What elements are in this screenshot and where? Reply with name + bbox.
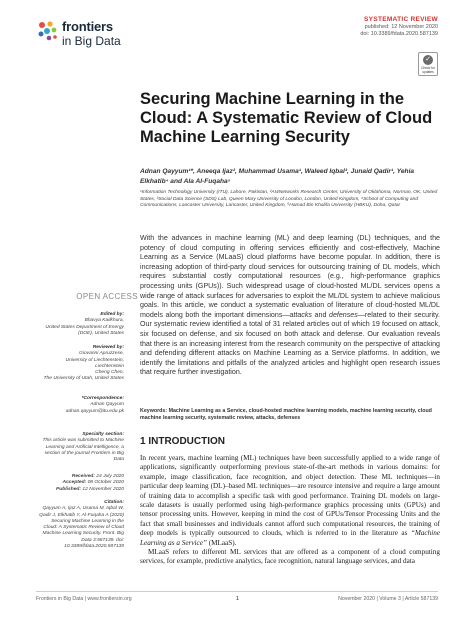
- author-list: Adnan Qayyum¹*, Aneeqa Ijaz², Muhammad Usama¹, Waleed Iqbal³, Junaid Qadir¹, Yehia Elkhatib⁴ and Ala Al-Fuqaha⁵: [140, 168, 415, 185]
- edited-by-label: Edited by:: [100, 312, 124, 317]
- check-for-updates-badge[interactable]: [418, 52, 438, 76]
- citation-label: Citation:: [104, 500, 124, 505]
- abstract-part-3: —related to their security. Our systematic review identified a total of 31 related articles out of which 19 focused on attack, six focused on defense, and six focused on both attack and defense. Our evaluation reveals that there is an increasing interest from the research community on the perspective of attacking and defending different attacks on Machine Learning as a Service platforms. In addition, we identify the limitations and pitfalls of the analyzed articles and highlight open research issues that require further investigation.: [140, 310, 440, 377]
- correspondence-block: [36, 396, 124, 415]
- reviewer-1-affiliation: University of Liechtenstein, Liechtenstein: [65, 357, 124, 369]
- paragraph-1-end: (MLaaS).: [206, 538, 237, 547]
- logo-journal-name: in Big Data: [62, 34, 121, 48]
- dates-block: [36, 474, 124, 493]
- paragraph-1-emphasis: “Machine Learning as a Service”: [140, 529, 440, 547]
- specialty-block: [36, 432, 124, 463]
- open-access-label: OPEN ACCESS: [76, 292, 138, 301]
- reviewed-by-label: Reviewed by:: [92, 345, 124, 350]
- editor-block: [36, 312, 124, 337]
- accepted-label: Accepted:: [62, 480, 87, 486]
- specialty-label: Specialty section:: [82, 432, 124, 437]
- article-meta: [258, 16, 438, 37]
- reviewer-1-name: Giovanni Apruzzese,: [79, 351, 124, 357]
- reviewers-block: [36, 345, 124, 383]
- specialty-text: This article was submitted to Machine Learning and Artificial Intelligence, a section of the journal Frontiers in Big Data: [42, 438, 124, 463]
- abstract-part-1: With the advances in machine learning (ML) and deep learning (DL) techniques, and the potency of cloud computing in offering services efficiently and cost-effectively, Machine Learning as a Service (MLaaS) cloud platforms have become popular. In addition, there is increasing adoption of third-party cloud services for outsourcing training of DL models, which requires substantial costly computational resources (e.g., high-performance graphics processing units (GPUs)). Such widespread usage of cloud-hosted ML/DL services opens a wide range of attack surfaces for adversaries to exploit the ML/DL system to achieve malicious goals. In this article, we conduct a systematic evaluation of literature of cloud-hosted ML/DL models along both the important dimensions—: [140, 234, 440, 319]
- section-heading: 1 INTRODUCTION: [140, 436, 225, 447]
- page-number: 1: [236, 596, 239, 602]
- citation-text: Qayyum A, Ijaz A, Usama M, Iqbal W, Qadir J, Elkhatib Y, Al-Fuqaha A (2020) Securing Machine Learning in the Cloud: A Systematic Review of Cloud Machine Learning Security. Front. Big Data 3:587139. doi: 10.3389/fdata.2020.587139: [39, 506, 124, 550]
- citation-block: [36, 500, 124, 550]
- page-footer: [36, 596, 438, 606]
- doi-line[interactable]: doi: 10.3389/fdata.2020.587139: [360, 31, 438, 37]
- received-label: Received:: [71, 474, 95, 479]
- correspondence-label: *Correspondence:: [81, 396, 124, 401]
- affiliations: ¹Information Technology University (ITU), Lahore, Pakistan, ²AI4Networks Research Center, University of Oklahoma, Norman, OK, United States, ³Social Data Science (SDS) Lab, Queen Mary University of London, London, United Kingdom, ⁴School of Computing and Communications, Lancaster University, Lancaster, United Kingdom, ⁵Hamad Bin Khalifa University (HBKU), Doha, Qatar: [140, 190, 438, 209]
- check-icon: ✓: [423, 55, 433, 65]
- published-label: Published:: [56, 486, 82, 492]
- article-type: SYSTEMATIC REVIEW: [364, 16, 438, 23]
- footer-journal-link[interactable]: Frontiers in Big Data | www.frontiersin.org: [36, 596, 132, 602]
- reviewer-2-affiliation: The University of Utah, United States: [43, 376, 124, 382]
- keywords-text: Machine Learning as a Service, cloud-hosted machine learning models, machine learning security, cloud machine learning security, systematic review, attacks, defenses: [140, 408, 432, 422]
- frontiers-logo[interactable]: [36, 18, 146, 52]
- footer-divider: [36, 591, 438, 592]
- check-for-updates-label: Check for updates: [421, 66, 435, 74]
- keywords-label: Keywords:: [140, 408, 169, 414]
- keywords: [140, 408, 440, 422]
- paragraph-2: MLaaS refers to different ML services that are offered as a component of a cloud computing services, for example, predictive analytics, face recognition, natural language services, and data: [140, 548, 440, 566]
- editor-name: Bhavya Kailkhura,: [84, 318, 124, 324]
- abstract: [140, 234, 440, 378]
- logo-wordmark: frontiers: [62, 19, 113, 34]
- article-title: Securing Machine Learning in the Cloud: A Systematic Review of Cloud Machine Learning Security: [140, 90, 433, 146]
- accepted-date: 08 October 2020: [87, 480, 124, 486]
- editor-affiliation: United States Department of Energy (DOE), United States: [45, 324, 124, 336]
- published-line: published: 12 November 2020: [364, 24, 438, 30]
- paragraph-1-text: In recent years, machine learning (ML) techniques have been successfully applied to a wide range of applications, significantly outperforming previous state-of-the-art methods in various domains: for example, image classification, face recognition, and object detection. These ML techniques—in particular deep learning (DL)–based ML techniques—are resource intensive and require a large amount of training data to accomplish a specific task with good performance. Training DL models on large-scale datasets is usually performed using high-performance graphics processing units (GPUs) and tensor processing units. However, keeping in mind the cost of GPUs/Tensor Processing Units and the fact that small businesses and individuals cannot afford such computational resources, the training of deep models is typically outsourced to clouds, which is referred to in the literature as: [140, 454, 440, 538]
- correspondence-email[interactable]: adnan.qayyum@itu.edu.pk: [65, 408, 124, 414]
- reviewer-2-name: Cheng Chen,: [95, 370, 124, 376]
- paragraph-1: [140, 454, 440, 548]
- abstract-part-2: and: [311, 310, 329, 319]
- abstract-emphasis-defenses: defenses: [329, 310, 358, 319]
- published-date: 12 November 2020: [82, 486, 124, 492]
- section-body: [140, 454, 440, 567]
- frontiers-logo-icon: [36, 20, 58, 42]
- footer-issue-info: November 2020 | Volume 3 | Article 587139: [338, 596, 438, 602]
- correspondence-name: Adnan Qayyum: [90, 402, 124, 408]
- received-date: 24 July 2020: [96, 474, 124, 479]
- abstract-emphasis-attacks: attacks: [289, 310, 312, 319]
